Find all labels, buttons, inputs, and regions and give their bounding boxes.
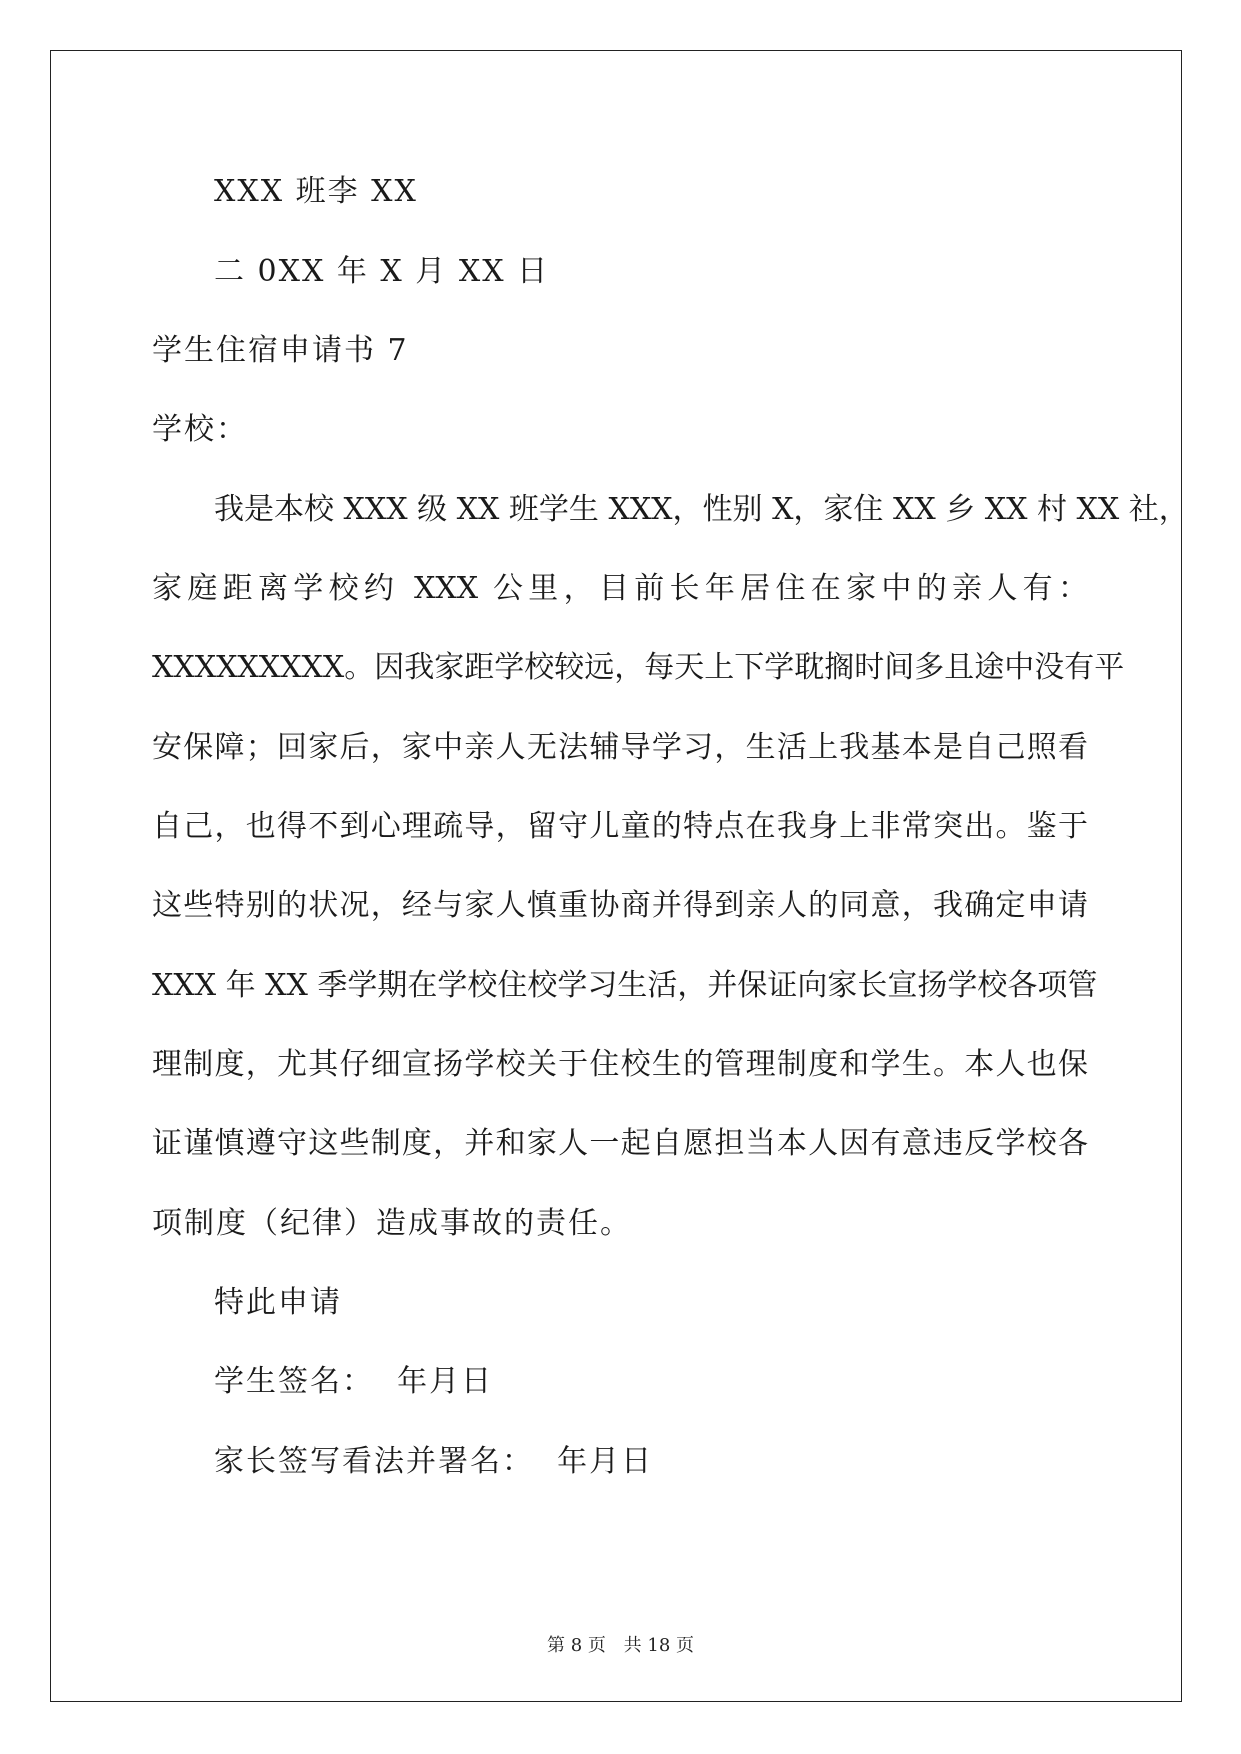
body-line-5: 自己，也得不到心理疏导，留守儿童的特点在我身上非常突出。鉴于 — [152, 809, 1088, 844]
class-name-line: XXX 班李 XX — [214, 174, 418, 209]
body-line-6: 这些特别的状况，经与家人慎重协商并得到亲人的同意，我确定申请 — [152, 888, 1088, 923]
parent-signature-line: 家长签写看法并署名： 年月日 — [214, 1444, 654, 1479]
page-footer — [0, 1634, 1241, 1658]
body-line-1: 我是本校 XXX 级 XX 班学生 XXX，性别 X，家住 XX 乡 XX 村 XX 社， — [214, 492, 1189, 527]
body-line-7: XXX 年 XX 季学期在学校住校学习生活，并保证向家长宣扬学校各项管 — [152, 968, 1098, 1003]
body-line-9: 证谨慎遵守这些制度，并和家人一起自愿担当本人因有意违反学校各 — [152, 1126, 1088, 1161]
body-line-4: 安保障；回家后，家中亲人无法辅导学习，生活上我基本是自己照看 — [152, 730, 1088, 765]
student-signature-line: 学生签名： 年月日 — [214, 1364, 494, 1399]
closing-text: 特此申请 — [214, 1285, 342, 1320]
page-number: 第 8 页 — [547, 1635, 606, 1656]
date-line: 二 0XX 年 X 月 XX 日 — [214, 254, 550, 289]
page-total: 共 18 页 — [623, 1635, 694, 1656]
salutation: 学校： — [152, 412, 248, 447]
document-title: 学生住宿申请书 7 — [152, 333, 409, 368]
body-line-2: 家庭距离学校约 XXX 公里，目前长年居住在家中的亲人有： — [152, 571, 1088, 606]
body-line-8: 理制度，尤其仔细宣扬学校关于住校生的管理制度和学生。本人也保 — [152, 1047, 1088, 1082]
body-line-3: XXXXXXXXX。因我家距学校较远，每天上下学耽搁时间多且途中没有平 — [152, 650, 1125, 685]
body-line-10: 项制度（纪律）造成事故的责任。 — [152, 1206, 632, 1241]
